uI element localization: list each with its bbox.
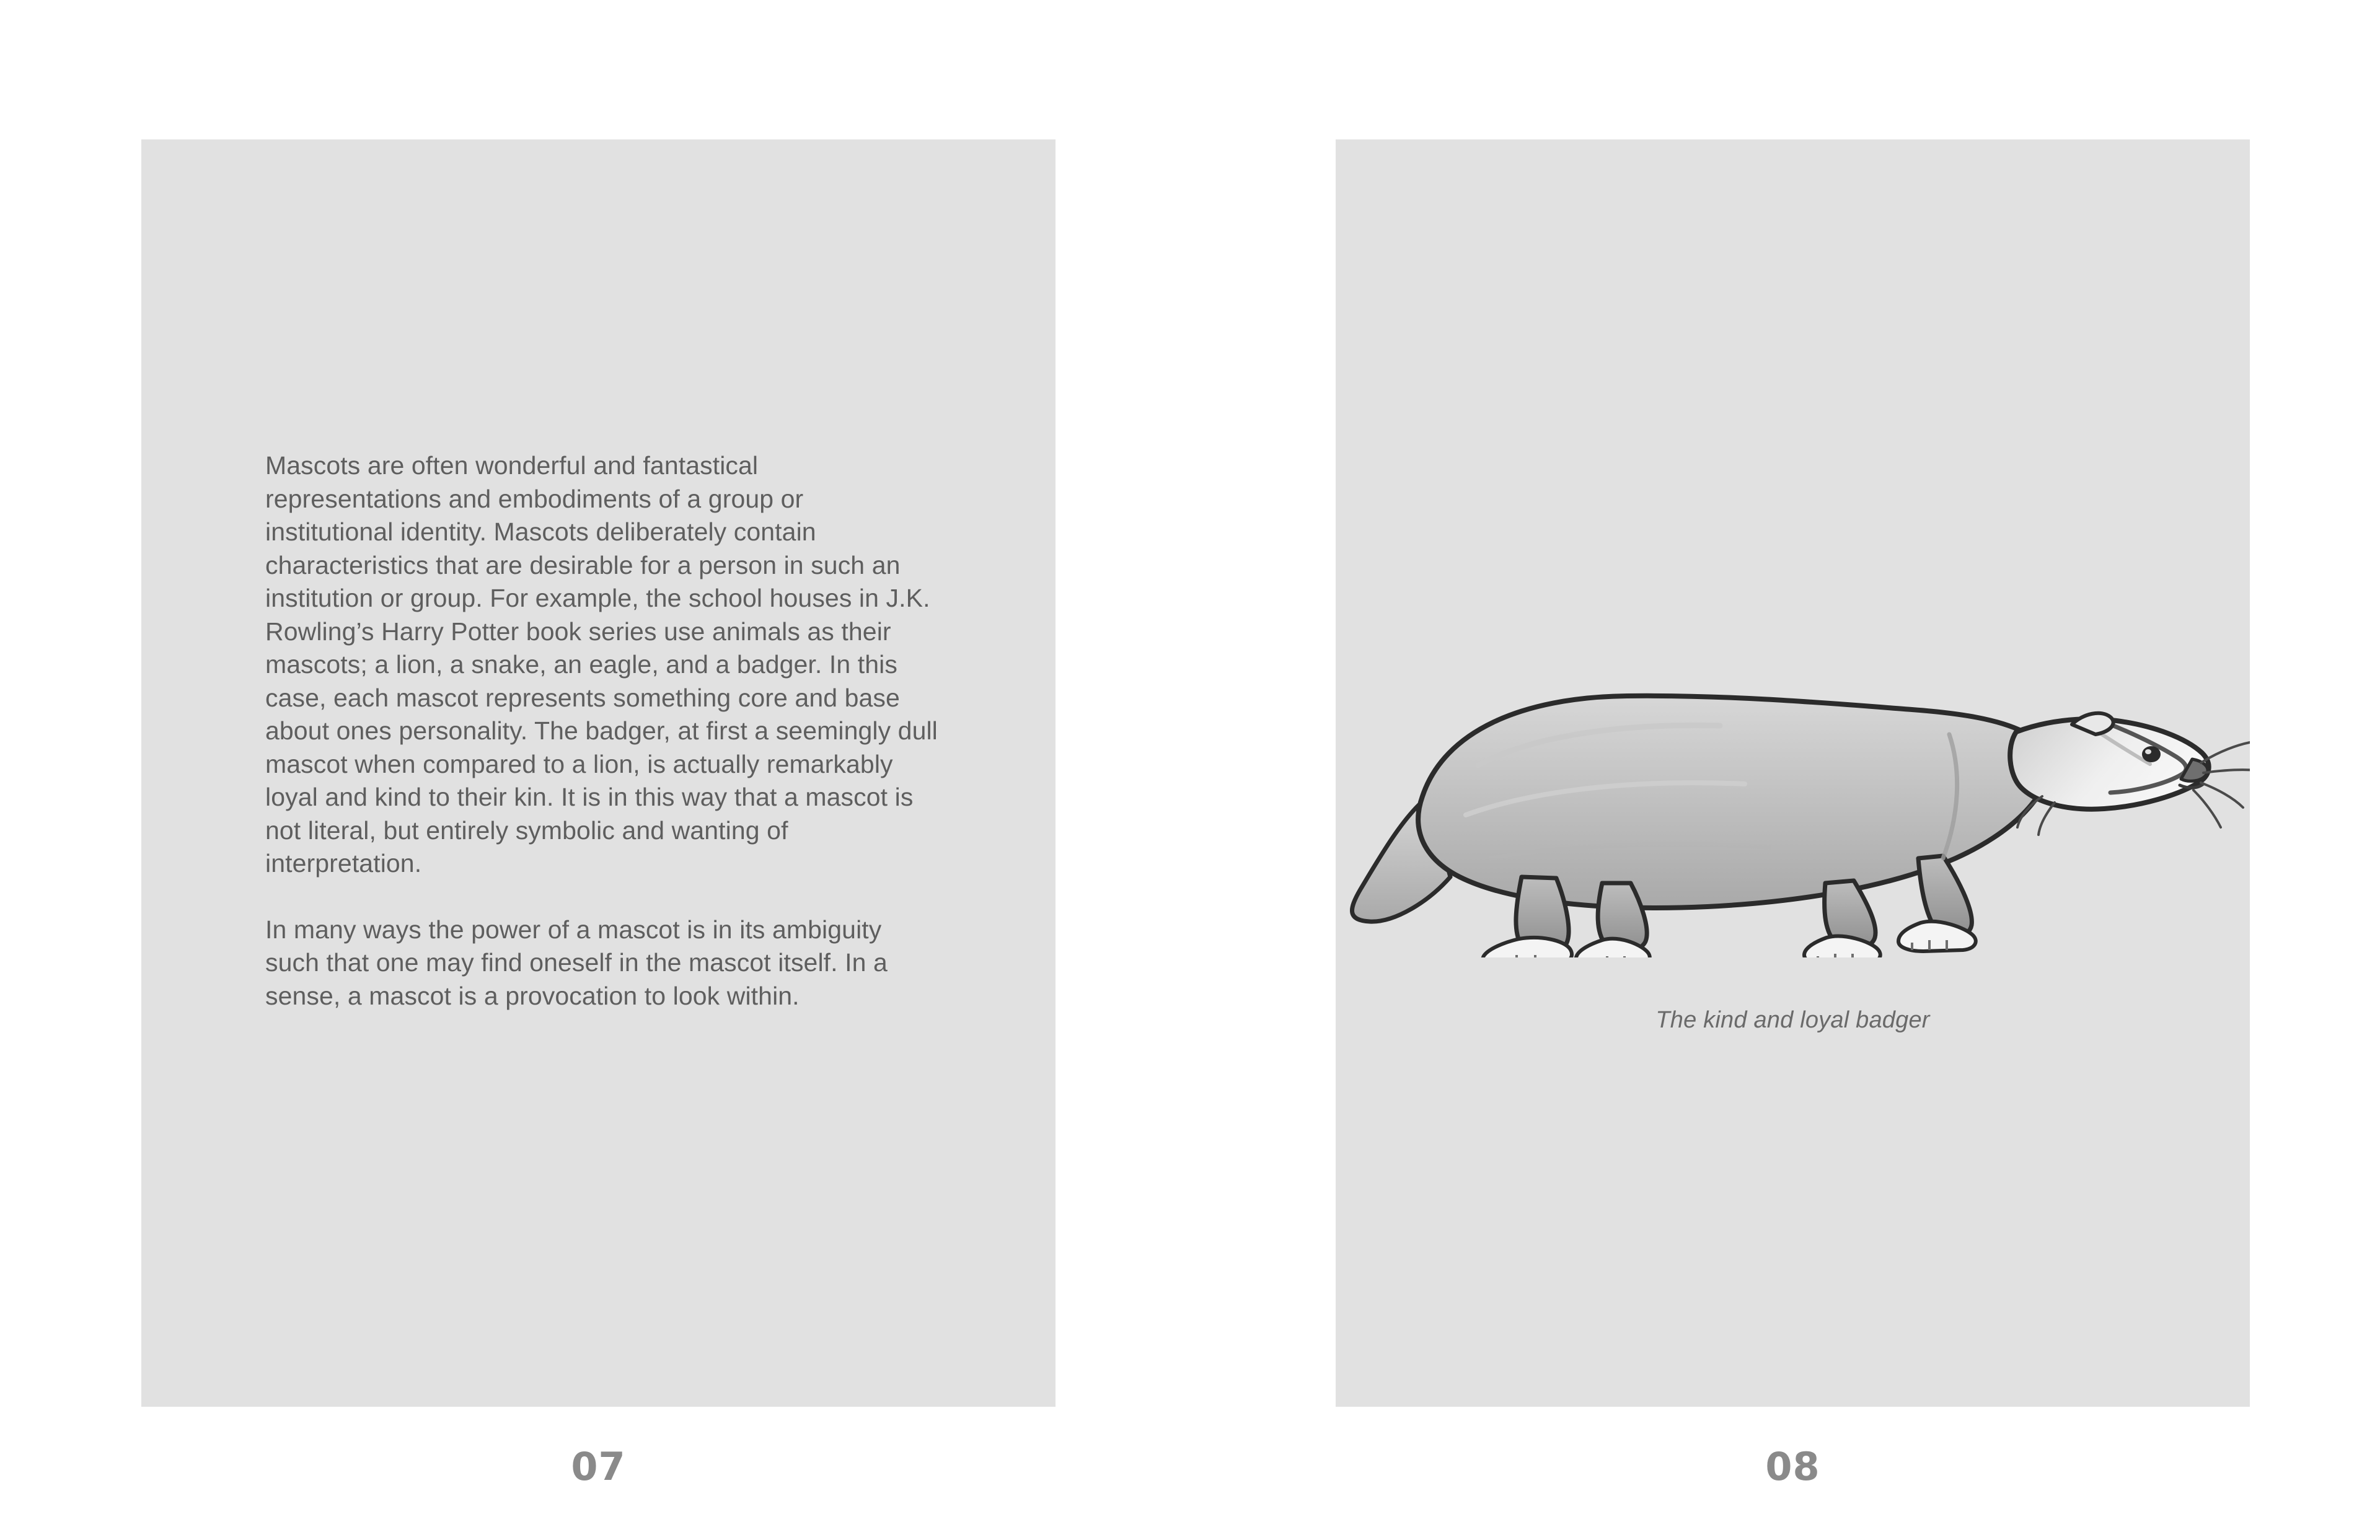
paragraph-2: In many ways the power of a mascot is in its ambiguity such that one may find oneself in the mascot itself. In a sense, a mascot is a provocation to look within. xyxy=(265,915,888,1010)
badger-body-group xyxy=(1352,696,2250,957)
left-page xyxy=(141,139,1056,1407)
left-page-number: 07 xyxy=(571,1444,626,1489)
body-text-block xyxy=(265,449,938,1013)
right-page xyxy=(1336,139,2250,1407)
right-page-container xyxy=(1336,139,2250,1489)
right-page-number: 08 xyxy=(1765,1444,1820,1489)
paragraph-1: Mascots are often wonderful and fantastical representations and embodiments of a group or institutional identity. Mascots deliberately contain characteristics that are desirable for a person in such an institution or group. For example, the school houses in J.K. Rowling’s Harry Potter book series use animals as their mascots; a lion, a snake, an eagle, and a badger. In this case, each mascot represents something core and base about ones personality. The badger, at first a seemingly dull mascot when compared to a lion, is actually remarkably loyal and kind to their kin. It is in this way that a mascot is not literal, but entirely symbolic and wanting of interpretation. xyxy=(265,451,938,878)
illustration-caption: The kind and loyal badger xyxy=(1655,1007,1930,1033)
left-page-container xyxy=(141,139,1056,1489)
badger-illustration xyxy=(1336,610,2250,957)
